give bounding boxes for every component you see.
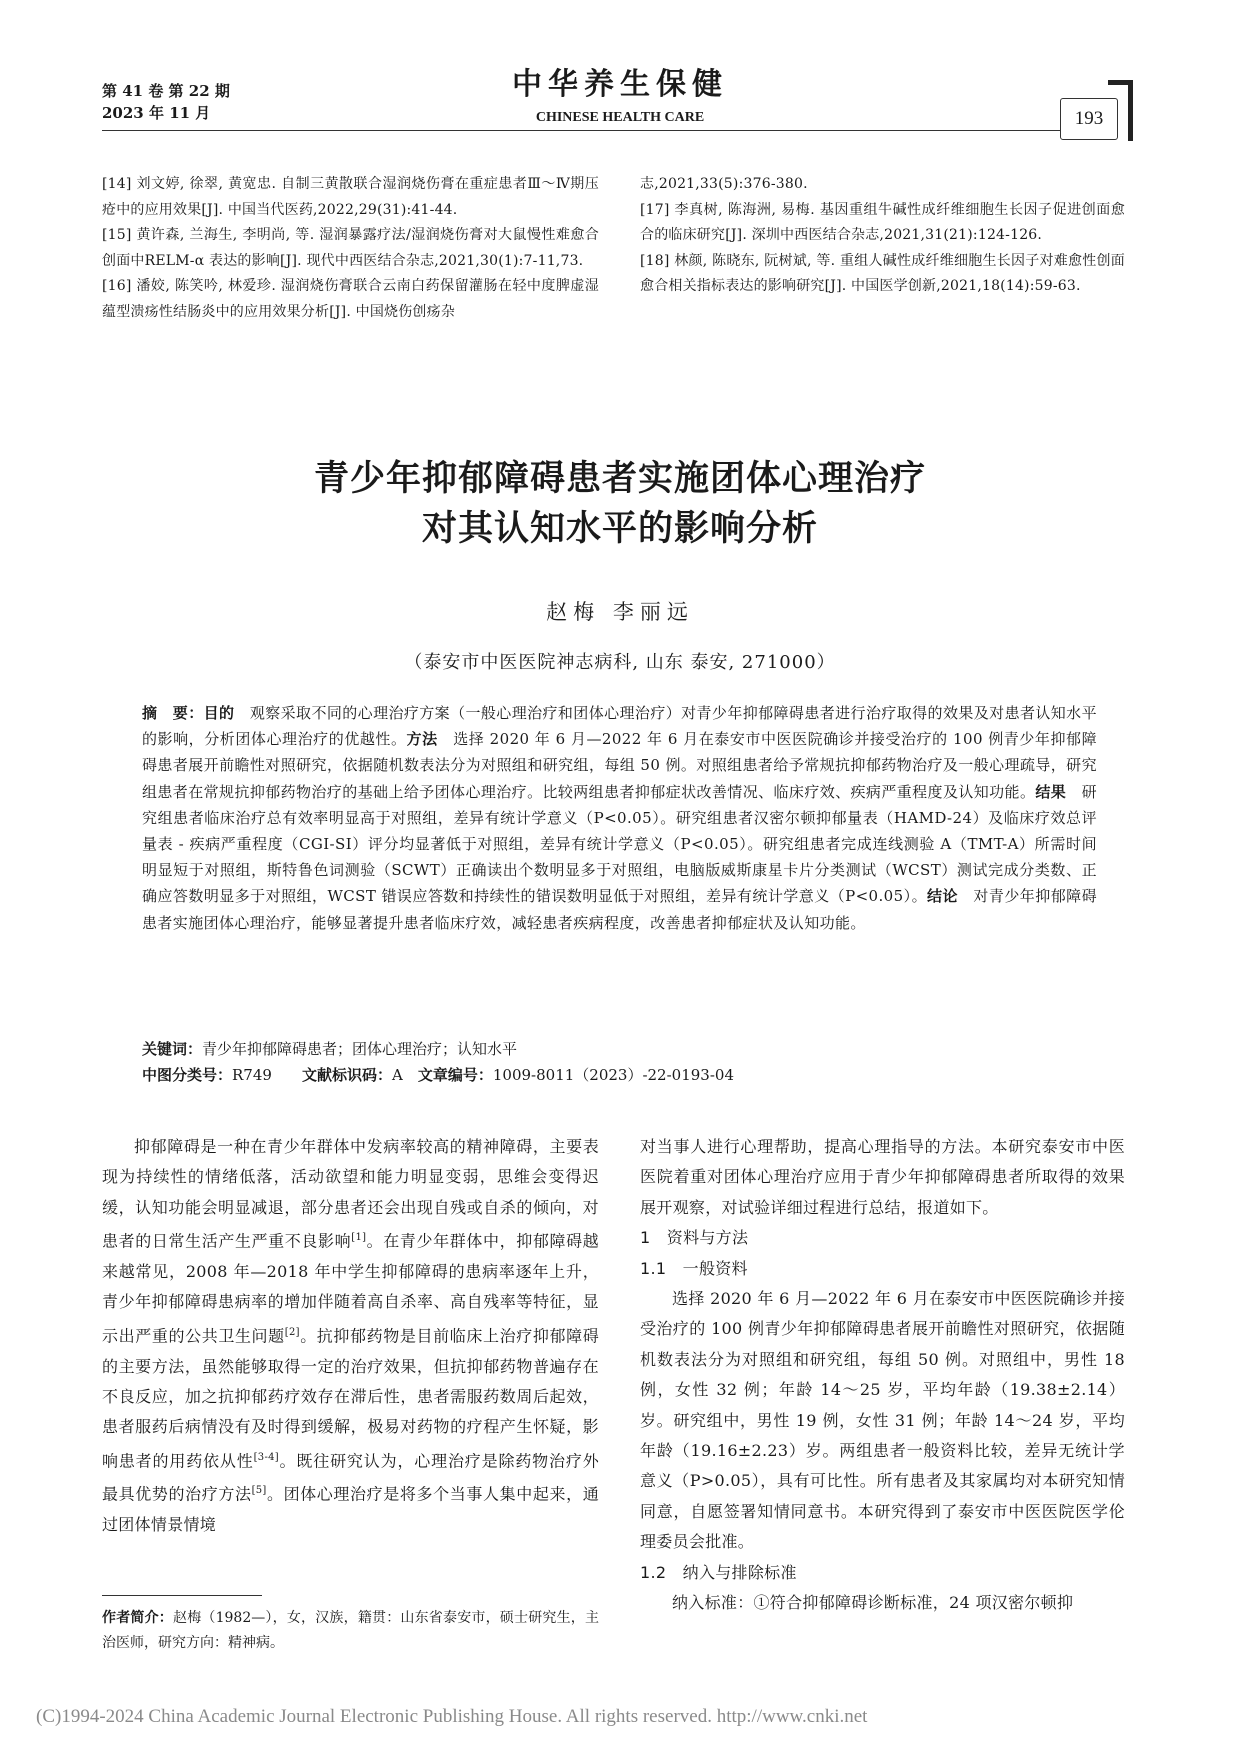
intro-text-5: 。团体心理治疗是将多个当事人集中起来，通过团体情景情境 bbox=[102, 1484, 599, 1535]
header-rule bbox=[102, 130, 1070, 131]
section-heading-1-2: 1.2 纳入与排除标准 bbox=[640, 1562, 797, 1582]
results-text: 研究组患者临床治疗总有效率明显高于对照组，差异有统计学意义（P<0.05）。研究组患者汉密尔顿抑郁量表（HAMD-24）及临床疗效总评量表 - 疾病严重程度（CGI-SI）评分均显著低于对照组，差异有统计学意义（P<0.05）。研究组患者完成连线测验 A（TMT-A）所需时间明显短于对照组，斯特鲁色词测验（SCWT）正确读出个数明显多于对照组，电脑版威斯康星卡片分类测试（WCST）测试完成分类数、正确应答数明显多于对照组，WCST 错误应答数和持续性的错误数明显低于对照组，差异有统计学意义（P<0.05）。 bbox=[142, 782, 1097, 906]
doc-code-value: A bbox=[391, 1066, 403, 1084]
footnote-rule bbox=[102, 1595, 262, 1596]
footnote-text: 赵梅（1982—），女，汉族，籍贯：山东省泰安市，硕士研究生，主治医师，研究方向：精神病。 bbox=[102, 1610, 599, 1651]
reference-item: [16] 潘姣, 陈笑吟, 林爱珍. 湿润烧伤膏联合云南白药保留灌肠在轻中度脾虚湿蕴型溃疡性结肠炎中的应用效果分析[J]. 中国烧伤创疡杂 bbox=[102, 278, 599, 320]
title-line-1: 青少年抑郁障碍患者实施团体心理治疗 bbox=[313, 459, 926, 499]
reference-item: [15] 黄许森, 兰海生, 李明尚, 等. 湿润暴露疗法/湿润烧伤膏对大鼠慢性难愈合创面中RELM-α 表达的影响[J]. 现代中西医结合杂志,2021,30(1):7-11,73. bbox=[102, 227, 599, 269]
issue-date: 2023 年 11 月 bbox=[102, 104, 211, 122]
reference-item: 志,2021,33(5):376-380. bbox=[640, 176, 808, 192]
title-line-2: 对其认知水平的影响分析 bbox=[421, 509, 818, 549]
references-left bbox=[102, 172, 599, 325]
journal-masthead bbox=[420, 66, 820, 128]
journal-title-en: CHINESE HEALTH CARE bbox=[535, 110, 705, 125]
general-data-paragraph: 选择 2020 年 6 月—2022 年 6 月在泰安市中医医院确诊并接受治疗的 100 例青少年抑郁障碍患者展开前瞻性对照研究，依据随机数表法分为对照组和研究组，每组 50 例。对照组中，男性 18 例，女性 32 例；年龄 14～25 岁，平均年龄（19.38±2.14）岁。研究组中，男性 19 例，女性 31 例；年龄 14～24 岁，平均年龄（19.16±2.23）岁。两组患者一般资料比较，差异无统计学意义（P>0.05），具有可比性。所有患者及其家属均对本研究知情同意，自愿签署知情同意书。本研究得到了泰安市中医医院医学伦理委员会批准。 bbox=[640, 1289, 1125, 1552]
inclusion-paragraph: 纳入标准：①符合抑郁障碍诊断标准，24 项汉密尔顿抑 bbox=[672, 1593, 1074, 1613]
objective-label: 目的 bbox=[203, 704, 235, 722]
volume-issue: 第 41 卷 第 22 期 bbox=[102, 82, 230, 100]
citation: [1] bbox=[351, 1232, 367, 1244]
clc-value: R749 bbox=[232, 1066, 272, 1084]
intro-text-3: 。抗抑郁药物是目前临床上治疗抑郁障碍的主要方法，虽然能够取得一定的治疗效果，但抗抑郁药物普遍存在不良反应，加之抗抑郁药疗效存在滞后性，患者需服药数周后起效，患者服药后病情没有及时得到缓解，极易对药物的疗程产生怀疑，影响患者的用药依从性 bbox=[102, 1326, 599, 1471]
copyright-notice: (C)1994-2024 China Academic Journal Electronic Publishing House. All rights reserved. http://www.cnki.net bbox=[36, 1706, 868, 1727]
conclusion-label: 结论 bbox=[927, 887, 958, 906]
intro-paragraph bbox=[102, 1132, 599, 1541]
reference-item: [18] 林颜, 陈晓东, 阮树斌, 等. 重组人碱性成纤维细胞生长因子对难愈性创面愈合相关指标表达的影响研究[J]. 中国医学创新,2021,18(14):59-63. bbox=[640, 252, 1125, 294]
objective-text: 观察采取不同的心理治疗方案（一般心理治疗和团体心理治疗）对青少年抑郁障碍患者进行治疗取得的效果及对患者认知水平的影响，分析团体心理治疗的优越性。 bbox=[142, 704, 1097, 749]
body-column-left bbox=[102, 1132, 599, 1541]
keywords bbox=[142, 1036, 1097, 1062]
intro-text-1: 抑郁障碍是一种在青少年群体中发病率较高的精神障碍，主要表现为持续性的情绪低落，活动欲望和能力明显变弱，思维会变得迟缓，认知功能会明显减退，部分患者还会出现自残或自杀的倾向，对患者的日常生活产生严重不良影响 bbox=[102, 1137, 599, 1251]
conclusion-text: 对青少年抑郁障碍患者实施团体心理治疗，能够显著提升患者临床疗效，减轻患者疾病程度，改善患者抑郁症状及认知功能。 bbox=[142, 887, 1098, 932]
methods-text: 选择 2020 年 6 月—2022 年 6 月在泰安市中医医院确诊并接受治疗的 100 例青少年抑郁障碍患者展开前瞻性对照研究，依据随机数表法分为对照组和研究组，每组 50 例。对照组患者给予常规抗抑郁药物治疗及一般心理疏导，研究组患者在常规抗抑郁药物治疗的基础上给予团体心理治疗。比较两组患者抑郁症状改善情况、临床疗效、疾病严重程度及认知功能。 bbox=[142, 730, 1097, 801]
keywords-text: 青少年抑郁障碍患者；团体心理治疗；认知水平 bbox=[202, 1040, 518, 1058]
article-no-value: 1009-8011（2023）-22-0193-04 bbox=[492, 1066, 735, 1084]
citation: [2] bbox=[284, 1326, 300, 1338]
section-heading-1-1: 1.1 一般资料 bbox=[640, 1258, 748, 1278]
footnote-label: 作者简介： bbox=[102, 1610, 173, 1626]
keywords-label: 关键词： bbox=[142, 1040, 203, 1058]
citation: [3-4] bbox=[253, 1451, 279, 1463]
classification-line bbox=[142, 1062, 1097, 1088]
issue-info bbox=[102, 80, 230, 124]
journal-title-cn: 中华养生保健 bbox=[512, 67, 728, 102]
reference-item: [14] 刘文婷, 徐翠, 黄宽忠. 自制三黄散联合湿润烧伤膏在重症患者Ⅲ～Ⅳ期压疮中的应用效果[J]. 中国当代医药,2022,29(31):41-44. bbox=[102, 176, 599, 218]
intro-continued: 对当事人进行心理帮助，提高心理指导的方法。本研究泰安市中医医院着重对团体心理治疗应用于青少年抑郁障碍患者所取得的效果展开观察，对试验详细过程进行总结，报道如下。 bbox=[640, 1137, 1125, 1217]
intro-text-4: 。既往研究认为，心理治疗是除药物治疗外最具优势的治疗方法 bbox=[102, 1451, 600, 1504]
citation: [5] bbox=[251, 1485, 267, 1497]
affiliation: （泰安市中医医院神志病科, 山东 泰安, 271000） bbox=[404, 652, 836, 673]
doc-code-label: 文献标识码： bbox=[301, 1066, 392, 1084]
authors: 赵梅 李丽远 bbox=[546, 600, 694, 624]
article-no-label: 文章编号： bbox=[417, 1066, 493, 1084]
clc-label: 中图分类号： bbox=[142, 1066, 233, 1084]
section-heading-1: 1 资料与方法 bbox=[640, 1228, 749, 1248]
article-title bbox=[120, 454, 1120, 554]
intro-text-2: 。在青少年群体中，抑郁障碍越来越常见，2008 年—2018 年中学生抑郁障碍的患病率逐年上升，青少年抑郁障碍患病率的增加伴随着高自杀率、高自残率等特征，显示出严重的公共卫生问题 bbox=[102, 1231, 599, 1346]
body-column-right bbox=[640, 1132, 1125, 1619]
reference-item: [17] 李真树, 陈海洲, 易梅. 基因重组牛碱性成纤维细胞生长因子促进创面愈合的临床研究[J]. 深圳中西医结合杂志,2021,31(21):124-126. bbox=[640, 201, 1125, 243]
abstract bbox=[142, 700, 1097, 936]
abstract-label: 摘 要： bbox=[142, 704, 204, 722]
author-footnote bbox=[102, 1606, 599, 1656]
methods-label: 方法 bbox=[406, 730, 438, 749]
references-right bbox=[640, 172, 1125, 300]
results-label: 结果 bbox=[1035, 782, 1067, 801]
page-number: 193 bbox=[1060, 98, 1118, 140]
